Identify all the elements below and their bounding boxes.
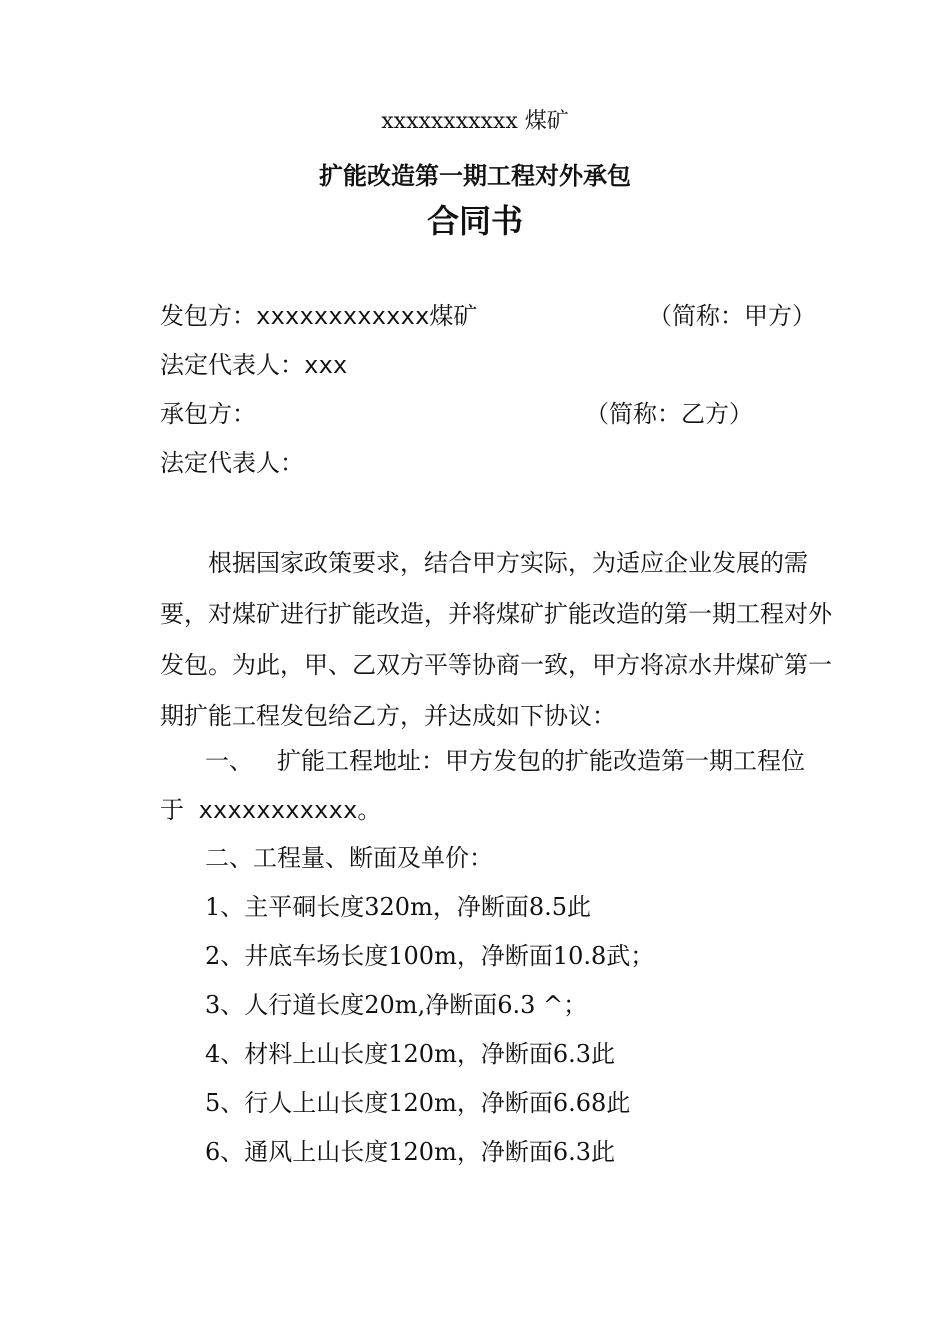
clause-1-prefix: 一、 bbox=[205, 747, 253, 775]
rep1-label: 法定代表人： bbox=[160, 351, 304, 379]
clause-2: 二、工程量、断面及单价： bbox=[205, 844, 493, 872]
item-1: 1、主平硐长度320m，净断面8.5此 bbox=[205, 893, 592, 921]
contractor-line bbox=[160, 301, 860, 331]
item-6: 6、通风上山长度120m，净断面6.3此 bbox=[205, 1138, 616, 1166]
item-5: 5、行人上山长度120m，净断面6.68此 bbox=[205, 1089, 631, 1117]
mine-name-heading: xxxxxxxxxxx 煤矿 bbox=[381, 109, 569, 134]
clause-1-text: 扩能工程地址：甲方发包的扩能改造第一期工程位 bbox=[277, 747, 805, 775]
rep1-line bbox=[160, 350, 860, 380]
contractor-abbr: （简称：甲方） bbox=[648, 302, 816, 330]
item-3: 3、人行道长度20m,净断面6.3 ^； bbox=[205, 991, 588, 1019]
document-title: 合同书 bbox=[426, 202, 523, 240]
clause-1 bbox=[205, 746, 905, 776]
item-2: 2、井底车场长度100m，净断面10.8武； bbox=[205, 942, 655, 970]
intro-paragraph: 根据国家政策要求，结合甲方实际，为适应企业发展的需要，对煤矿进行扩能改造，并将煤矿扩能改造的第一期工程对外发包。为此，甲、乙双方平等协商一致，甲方将凉水井煤矿第一期扩能工程发包给乙方，并达成如下协议： bbox=[160, 549, 832, 730]
rep2-label: 法定代表人： bbox=[160, 449, 304, 477]
contractee-abbr: （简称：乙方） bbox=[585, 400, 753, 428]
contractor-value: xxxxxxxxxxxx煤矿 bbox=[256, 302, 478, 330]
contractee-line bbox=[160, 399, 860, 429]
contractor-label: 发包方： bbox=[160, 302, 256, 330]
item-4: 4、材料上山长度120m，净断面6.3此 bbox=[205, 1040, 616, 1068]
contractee-label: 承包方： bbox=[160, 400, 256, 428]
project-title: 扩能改造第一期工程对外承包 bbox=[319, 162, 631, 190]
clause-1-continuation: 于 xxxxxxxxxxx。 bbox=[160, 796, 382, 824]
rep1-value: xxx bbox=[304, 351, 348, 379]
rep2-line bbox=[160, 448, 860, 478]
